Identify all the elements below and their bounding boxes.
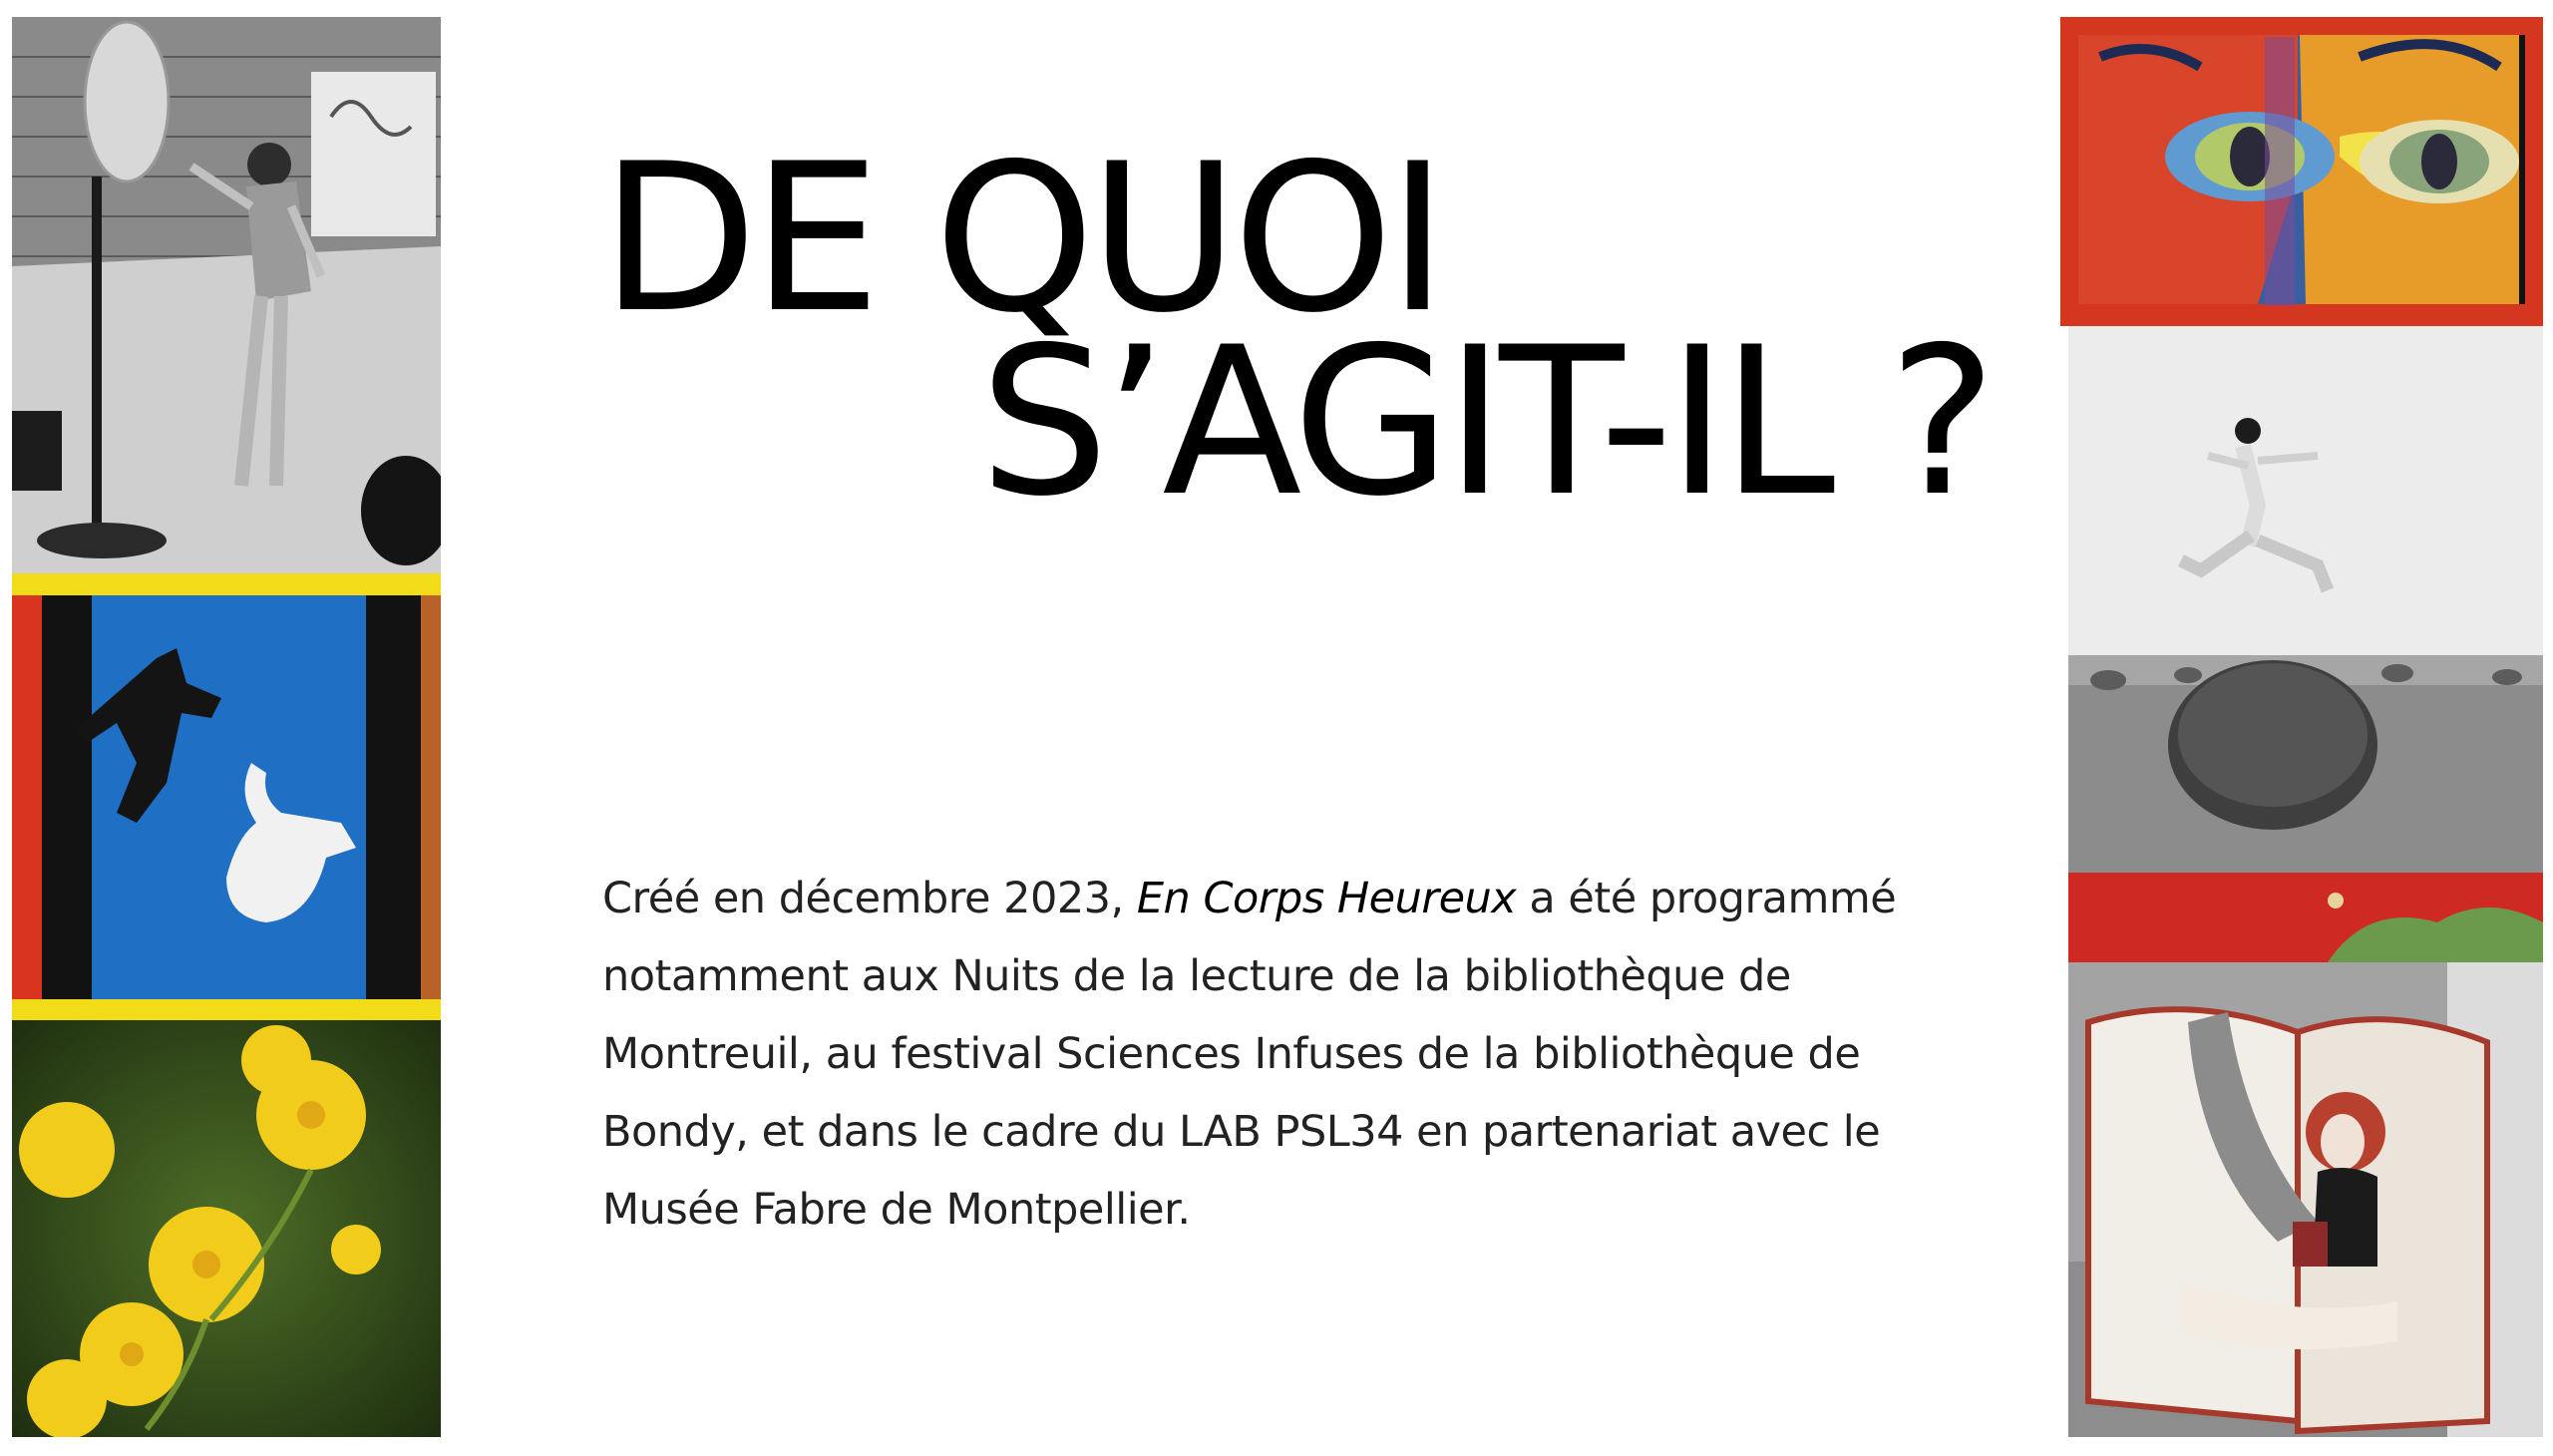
girl-dancing-photo	[12, 17, 441, 573]
man-jumping-hay-bale-photo	[2068, 326, 2543, 873]
body-text-intro: Créé en décembre 2023,	[602, 874, 1137, 923]
expressionist-eyes-painting	[2060, 17, 2543, 326]
slide-title-line-1: DE QUOI	[600, 121, 1442, 358]
book-reader-sculpture-photo	[2068, 962, 2543, 1437]
slide-title-line-2: S’AGIT-IL ?	[979, 304, 1992, 542]
yellow-flowers-photo	[12, 1020, 441, 1437]
red-fabric-image	[2068, 873, 2543, 962]
show-title-emphasis: En Corps Heureux	[1136, 874, 1517, 923]
slide-body-text	[602, 860, 1999, 1249]
matisse-cutout-image	[12, 573, 441, 1020]
body-text-rest: a été programmé notamment aux Nuits de la lecture de la bibliothèque de Montreuil, au festival Sciences Infuses de la bibliothèque de Bondy, et dans le cadre du LAB PSL34 en partenariat avec le Musée Fabre de Montpellier.	[602, 874, 1897, 1235]
